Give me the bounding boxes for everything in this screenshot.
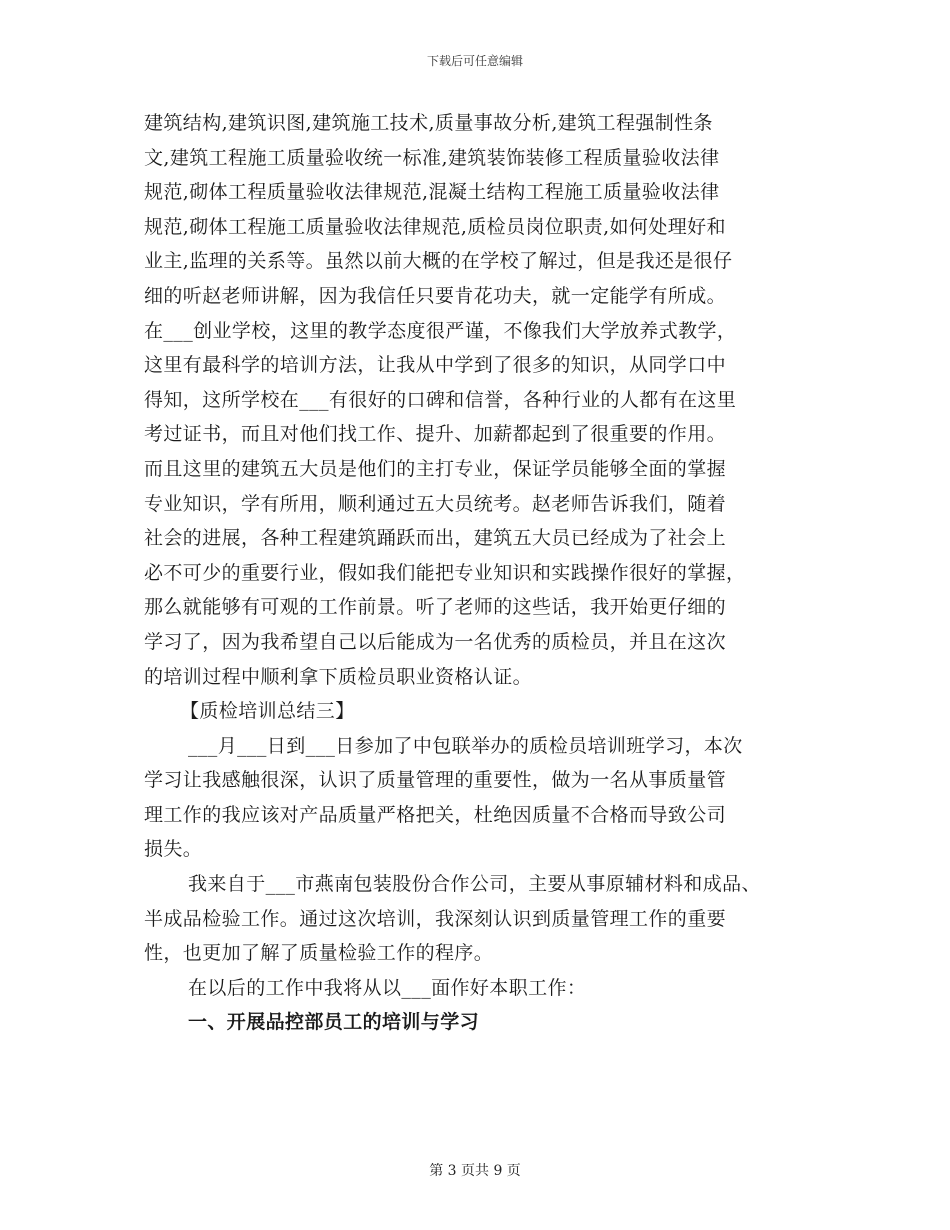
text-line: 建筑结构,建筑识图,建筑施工技术,质量事故分析,建筑工程强制性条 — [144, 112, 713, 134]
text-line: 考过证书，而且对他们找工作、提升、加薪都起到了很重要的作用。 — [144, 423, 727, 446]
subheading: 一、开展品控部员工的培训与学习 — [188, 1011, 480, 1034]
text-line: ___月___日到___日参加了中包联举办的质检员培训班学习，本次 — [188, 734, 743, 757]
text-line: 业主,监理的关系等。虽然以前大概的在学校了解过，但是我还是很仔 — [144, 250, 733, 273]
text-line: 细的听赵老师讲解，因为我信任只要肯花功夫，就一定能学有所成。 — [144, 284, 727, 307]
text-line: 这里有最科学的培训方法，让我从中学到了很多的知识，从同学口中 — [144, 354, 727, 377]
section-title: 【质检培训总结三】 — [180, 700, 355, 723]
text-line: 在___创业学校，这里的教学态度很严谨，不像我们大学放养式教学， — [144, 319, 737, 342]
text-line: 社会的进展，各种工程建筑踊跃而出，建筑五大员已经成为了社会上 — [144, 527, 727, 550]
text-line: 理工作的我应该对产品质量严格把关，杜绝因质量不合格而导致公司 — [144, 803, 727, 826]
text-line: 得知，这所学校在___有很好的口碑和信誉，各种行业的人都有在这里 — [144, 388, 737, 411]
text-line: 的培训过程中顺利拿下质检员职业资格认证。 — [144, 665, 533, 688]
text-line: 规范,砌体工程质量验收法律规范,混凝土结构工程施工质量验收法律 — [144, 181, 720, 204]
text-line: 损失。 — [144, 838, 203, 861]
text-line: 学习了，因为我希望自己以后能成为一名优秀的质检员，并且在这次 — [144, 630, 727, 653]
text-line: 文,建筑工程施工质量验收统一标准,建筑装饰装修工程质量验收法律 — [144, 146, 720, 169]
document-body — [144, 106, 814, 1040]
text-line: 专业知识，学有所用，顺利通过五大员统考。赵老师告诉我们，随着 — [144, 492, 727, 515]
text-line: 规范,砌体工程施工质量验收法律规范,质检员岗位职责,如何处理好和 — [144, 215, 726, 238]
text-line: 半成品检验工作。通过这次培训，我深刻认识到质量管理工作的重要 — [144, 907, 727, 930]
text-line: 我来自于___市燕南包装股份合作公司，主要从事原辅材料和成品、 — [188, 873, 761, 896]
page-header: 下载后可任意编辑 — [426, 54, 523, 68]
text-line: 性，也更加了解了质量检验工作的程序。 — [144, 942, 494, 965]
text-line: 在以后的工作中我将从以___面作好本职工作： — [188, 976, 587, 999]
page-footer: 第 3 页共 9 页 — [429, 1163, 521, 1179]
text-line: 那么就能够有可观的工作前景。听了老师的这些话，我开始更仔细的 — [144, 596, 727, 619]
text-line: 必不可少的重要行业，假如我们能把专业知识和实践操作很好的掌握， — [144, 561, 746, 584]
text-line: 学习让我感触很深，认识了质量管理的重要性，做为一名从事质量管 — [144, 769, 727, 792]
text-line: 而且这里的建筑五大员是他们的主打专业，保证学员能够全面的掌握 — [144, 457, 727, 480]
